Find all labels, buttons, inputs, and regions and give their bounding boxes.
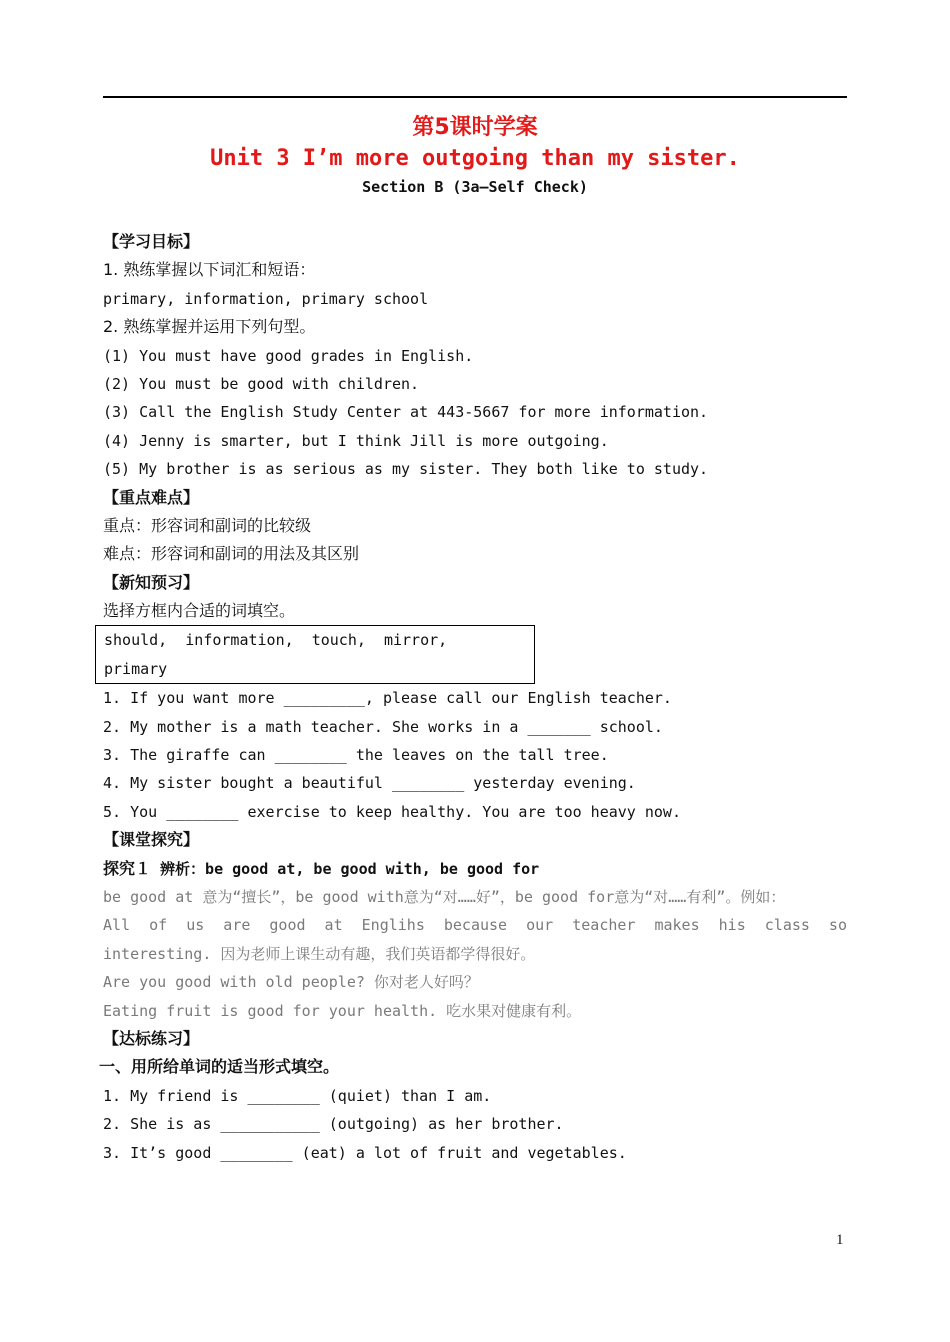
key-point: 重点：形容词和副词的比较级: [103, 515, 312, 535]
sentence-pattern: (4) Jenny is smarter, but I think Jill is more outgoing.: [103, 431, 609, 450]
fill-blank-item: 2. My mother is a math teacher. She works in a _______ school.: [103, 717, 663, 736]
explore-subheading: [103, 855, 847, 883]
sentence-pattern: (2) You must be good with children.: [103, 374, 420, 393]
objective-item-1: 1. 熟练掌握以下词汇和短语：: [103, 260, 316, 280]
fill-blank-item: 5. You ________ exercise to keep healthy. You are too heavy now.: [103, 802, 681, 821]
preview-instruction: 选择方框内合适的词填空。: [103, 601, 296, 621]
example-sentence: Are you good with old people? 你对老人好吗？: [103, 973, 479, 992]
difficult-point: 难点：形容词和副词的用法及其区别: [103, 544, 360, 564]
page-number: 1: [836, 1232, 844, 1248]
explore-sub-label: 探究１: [103, 858, 152, 878]
vocab-list: primary, information, primary school: [103, 289, 429, 308]
explore-explanation: be good at 意为“擅长”，be good with意为“对……好”，be good for意为“对……有利”。例如：: [103, 887, 786, 906]
word-box: [95, 625, 535, 684]
title-block: [103, 112, 847, 200]
fill-blank-item: 3. The giraffe can ________ the leaves on the tall tree.: [103, 746, 609, 765]
unit-title: Unit 3 I’m more outgoing than my sister.: [210, 146, 740, 171]
sentence-pattern: (1) You must have good grades in English.: [103, 346, 474, 365]
header-rule: [103, 96, 847, 98]
sentence-pattern: (3) Call the English Study Center at 443-5667 for more information.: [103, 403, 709, 422]
key-points-heading: 【重点难点】: [103, 487, 200, 507]
fill-blank-item: 4. My sister bought a beautiful ________ yesterday evening.: [103, 774, 636, 793]
word-box-line: primary: [104, 659, 168, 678]
preview-heading: 【新知预习】: [103, 572, 200, 592]
objectives-heading: 【学习目标】: [103, 232, 200, 251]
practice-heading: 【达标练习】: [103, 1028, 200, 1048]
example-sentence: Eating fruit is good for your health. 吃水果对健康有利。: [103, 1001, 582, 1020]
lesson-title: 第5课时学案: [412, 115, 538, 140]
sentence-pattern: (5) My brother is as serious as my sister. They both like to study.: [103, 460, 709, 479]
example-sentence: interesting. 因为老师上课生动有趣，我们英语都学得很好。: [103, 944, 536, 963]
explore-heading: 【课堂探究】: [103, 830, 200, 850]
practice-item: 1. My friend is ________ (quiet) than I am.: [103, 1086, 492, 1105]
practice-part-1: 一、用所给单词的适当形式填空。: [99, 1057, 340, 1077]
fill-blank-item: 1. If you want more _________, please call our English teacher.: [103, 689, 672, 708]
explore-sub-title: 辨析：be good at, be good with, be good for: [151, 859, 540, 878]
word-box-line: should, information, touch, mirror,: [104, 631, 448, 650]
section-title: Section B (3a—Self Check): [362, 178, 588, 196]
practice-item: 2. She is as ___________ (outgoing) as her brother.: [103, 1115, 564, 1134]
objective-item-2: 2. 熟练掌握并运用下列句型。: [103, 317, 316, 337]
document-body: [99, 228, 847, 1167]
example-sentence: All of us are good at Englihs because our teacher makes his class so: [103, 916, 847, 935]
practice-item: 3. It’s good ________ (eat) a lot of fruit and vegetables.: [103, 1143, 627, 1162]
